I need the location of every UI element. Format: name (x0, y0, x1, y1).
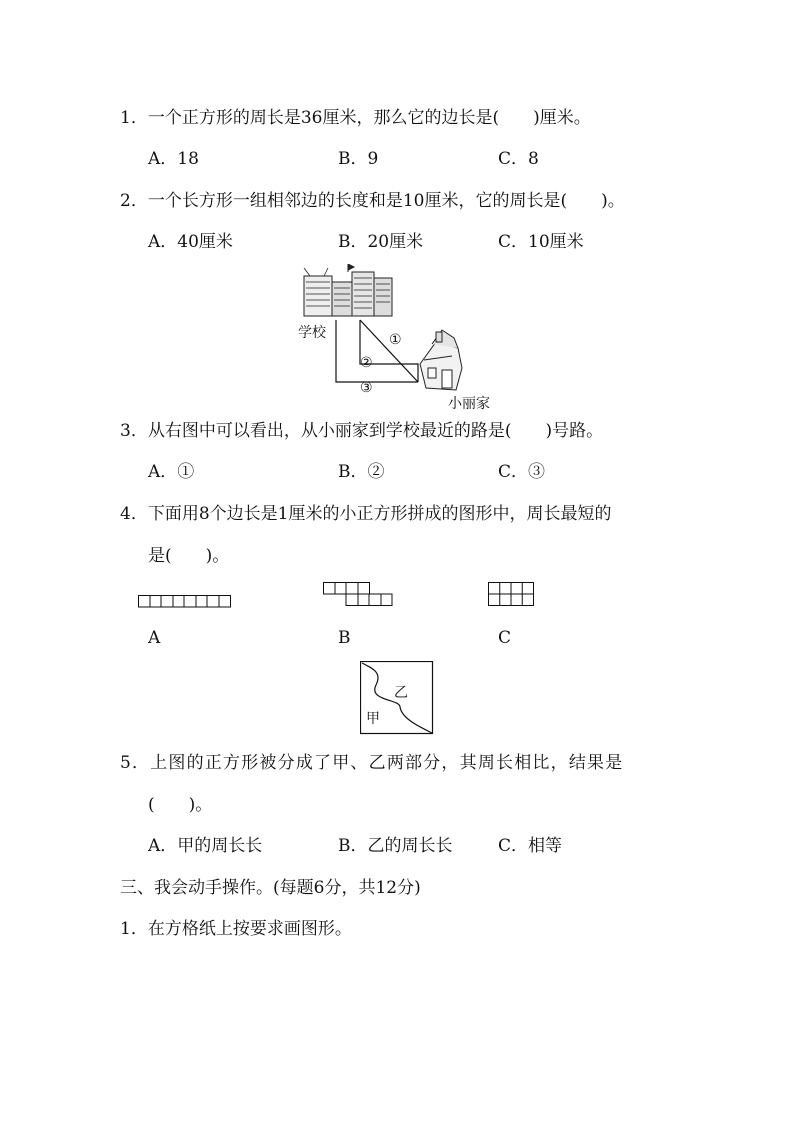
route-2-label: ② (360, 355, 373, 371)
q4-label-c: C (498, 628, 512, 648)
q5-option-b: B．乙的周长长 (338, 836, 453, 856)
q4-label-a: A (148, 628, 161, 648)
q5-stem-continued: ( )。 (148, 795, 213, 815)
q4-number: 4． (120, 504, 148, 524)
q5-square-figure (360, 661, 434, 735)
q1-text: 一个正方形的周长是36厘米，那么它的边长是( )厘米。 (147, 108, 591, 128)
q3-text: 从右图中可以看出，从小丽家到学校最近的路是( )号路。 (147, 421, 604, 441)
q4-figure-a (138, 595, 232, 608)
q5-number: 5． (120, 753, 151, 773)
section3-q1 (120, 918, 352, 940)
q1-option-a: A．18 (148, 149, 199, 169)
section3-q1-text: 在方格纸上按要求画图形。 (147, 919, 352, 939)
q5-option-c: C．相等 (498, 836, 563, 856)
house-image (420, 330, 462, 390)
q2-option-b: B．20厘米 (338, 232, 424, 252)
q1-option-b: B．9 (338, 149, 379, 169)
q4-figure-b (323, 582, 395, 607)
home-label: 小丽家 (448, 396, 490, 412)
section3-q1-number: 1． (120, 919, 148, 939)
q3-option-c: C．③ (498, 462, 546, 482)
q4-stem-continued: 是( )。 (148, 546, 230, 566)
q3-route-figure (296, 264, 506, 412)
q2-text: 一个长方形一组相邻边的长度和是10厘米，它的周长是( )。 (147, 191, 625, 211)
q3-number: 3． (120, 421, 148, 441)
route-1-label: ① (389, 332, 402, 348)
q5-stem (120, 752, 623, 774)
q2-option-c: C．10厘米 (498, 232, 584, 252)
route-3-label: ③ (360, 380, 373, 396)
q1-number: 1． (120, 108, 148, 128)
route-1-line (360, 320, 418, 382)
q1-option-c: C．8 (498, 149, 539, 169)
q1-stem (120, 107, 591, 129)
q5-part-a-label: 甲 (366, 711, 380, 727)
school-building-image (304, 264, 392, 316)
school-label: 学校 (298, 325, 326, 341)
q3-option-a: A．① (148, 462, 195, 482)
q4-text: 下面用8个边长是1厘米的小正方形拼成的图形中，周长最短的 (147, 504, 612, 524)
q4-figure-c (488, 582, 536, 607)
q5-part-b-label: 乙 (394, 685, 408, 701)
section3-title: 三、我会动手操作。(每题6分，共12分) (120, 878, 421, 898)
q4-stem (120, 503, 611, 525)
route-3-line (336, 320, 418, 382)
q5-option-a: A．甲的周长长 (148, 836, 263, 856)
q2-option-a: A．40厘米 (148, 232, 233, 252)
q2-number: 2． (120, 191, 148, 211)
q3-stem (120, 420, 603, 442)
q3-option-b: B．② (338, 462, 385, 482)
q2-stem (120, 190, 625, 212)
q4-label-b: B (338, 628, 351, 648)
q5-text: 上图的正方形被分成了甲、乙两部分，其周长相比，结果是 (150, 753, 624, 773)
